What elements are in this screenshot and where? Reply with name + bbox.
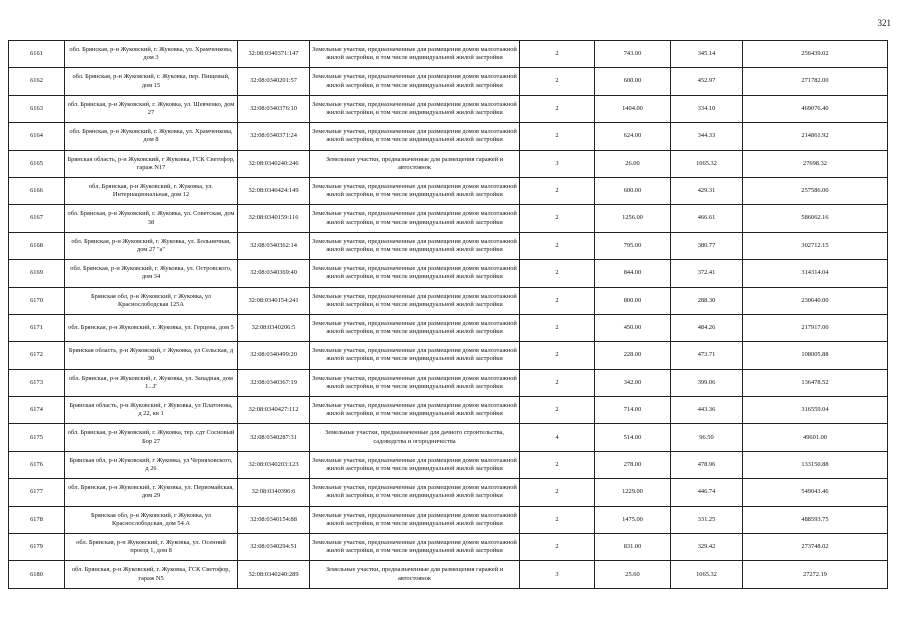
row-address: обл. Брянская, р-н Жуковский, г. Жуковка, ул. Западная, дом 1...Г — [65, 369, 238, 396]
row-cadastral-value: 549043.46 — [743, 479, 888, 506]
row-address: обл. Брянская, р-н Жуковский, г. Жуковка, ул. Советская, дом 38 — [65, 205, 238, 232]
row-land-use: Земельные участки, предназначенные для размещения домов малоэтажной жилой застройки, в том числе индивидуальной жилой застройки — [310, 397, 520, 424]
row-address: Брянская область, р-н Жуковский, г Жуковка, ул Платонова, д 22, кв 1 — [65, 397, 238, 424]
row-cadastral-number: 32:08:0340396:6 — [238, 479, 310, 506]
row-specific-value: 372.41 — [671, 260, 743, 287]
row-address: обл. Брянская, р-н Жуковский, г. Жуковка, ул. Герцена, дом 5 — [65, 314, 238, 341]
row-land-use: Земельные участки, предназначенные для размещения домов малоэтажной жилой застройки, в том числе индивидуальной жилой застройки — [310, 451, 520, 478]
row-number: 6169 — [9, 260, 65, 287]
table-row — [9, 95, 888, 122]
row-category: 2 — [520, 260, 595, 287]
row-land-use: Земельные участки, предназначенные для размещения домов малоэтажной жилой застройки, в том числе индивидуальной жилой застройки — [310, 314, 520, 341]
row-area: 450.00 — [595, 314, 671, 341]
row-cadastral-value: 214861.92 — [743, 123, 888, 150]
row-specific-value: 429.31 — [671, 177, 743, 204]
row-area: 228.00 — [595, 342, 671, 369]
row-address: обл. Брянская, р-н Жуковский, г. Жуковка, ул. Первомайская, дом 29 — [65, 479, 238, 506]
row-number: 6164 — [9, 123, 65, 150]
row-cadastral-number: 32:08:0340287:31 — [238, 424, 310, 451]
row-address: обл. Брянская, р-н Жуковский, г. Жуковка, ГСК Светофор, гараж N5 — [65, 561, 238, 588]
table-row — [9, 342, 888, 369]
row-category: 2 — [520, 232, 595, 259]
row-address: Брянская обл, р-н Жуковский, г Жуковка, ул Краснослободская, дом 54 А — [65, 506, 238, 533]
row-specific-value: 344.33 — [671, 123, 743, 150]
row-area: 1475.00 — [595, 506, 671, 533]
row-land-use: Земельные участки, предназначенные для размещения гаражей и автостоянок — [310, 561, 520, 588]
table-row — [9, 232, 888, 259]
row-category: 2 — [520, 177, 595, 204]
row-cadastral-value: 217917.00 — [743, 314, 888, 341]
row-cadastral-number: 32:08:0340154:241 — [238, 287, 310, 314]
row-area: 600.00 — [595, 177, 671, 204]
row-specific-value: 1065.32 — [671, 150, 743, 177]
table-row — [9, 260, 888, 287]
row-area: 25.60 — [595, 561, 671, 588]
row-land-use: Земельные участки, предназначенные для размещения домов малоэтажной жилой застройки, в том числе индивидуальной жилой застройки — [310, 534, 520, 561]
table-row — [9, 506, 888, 533]
row-cadastral-number: 32:08:0340367:19 — [238, 369, 310, 396]
row-number: 6168 — [9, 232, 65, 259]
row-land-use: Земельные участки, предназначенные для размещения домов малоэтажной жилой застройки, в том числе индивидуальной жилой застройки — [310, 287, 520, 314]
row-address: обл. Брянская, р-н Жуковский, г. Жуковка, тер. сдт Сосновый Бор 27 — [65, 424, 238, 451]
row-cadastral-number: 32:08:0340201:57 — [238, 68, 310, 95]
row-cadastral-number: 32:08:0340159:116 — [238, 205, 310, 232]
row-specific-value: 1065.32 — [671, 561, 743, 588]
row-cadastral-value: 49601.00 — [743, 424, 888, 451]
row-category: 2 — [520, 95, 595, 122]
row-number: 6176 — [9, 451, 65, 478]
row-cadastral-number: 32:08:0340424:149 — [238, 177, 310, 204]
row-address: обл. Брянская, р-н Жуковский, г. Жуковка, ул. Островского, дом 34 — [65, 260, 238, 287]
row-address: Брянская обл, р-н Жуковский, г Жуковка, ул Черняховского, д 26 — [65, 451, 238, 478]
row-category: 2 — [520, 68, 595, 95]
row-category: 3 — [520, 150, 595, 177]
table-row — [9, 479, 888, 506]
row-address: Брянская область, р-н Жуковский, г Жуковка, ГСК Светофор, гараж N17 — [65, 150, 238, 177]
page-number: 321 — [877, 18, 891, 28]
row-category: 3 — [520, 561, 595, 588]
row-number: 6174 — [9, 397, 65, 424]
row-number: 6161 — [9, 41, 65, 68]
row-category: 2 — [520, 287, 595, 314]
row-land-use: Земельные участки, предназначенные для размещения домов малоэтажной жилой застройки, в том числе индивидуальной жилой застройки — [310, 41, 520, 68]
row-land-use: Земельные участки, предназначенные для размещения домов малоэтажной жилой застройки, в том числе индивидуальной жилой застройки — [310, 260, 520, 287]
row-specific-value: 399.06 — [671, 369, 743, 396]
row-area: 800.00 — [595, 287, 671, 314]
row-specific-value: 380.77 — [671, 232, 743, 259]
row-cadastral-number: 32:08:0340294:51 — [238, 534, 310, 561]
table-row — [9, 561, 888, 588]
row-cadastral-value: 27698.32 — [743, 150, 888, 177]
row-cadastral-number: 32:08:0340427:112 — [238, 397, 310, 424]
row-cadastral-value: 136478.52 — [743, 369, 888, 396]
row-cadastral-value: 133150.88 — [743, 451, 888, 478]
table-row — [9, 177, 888, 204]
row-land-use: Земельные участки, предназначенные для размещения домов малоэтажной жилой застройки, в том числе индивидуальной жилой застройки — [310, 232, 520, 259]
row-area: 624.00 — [595, 123, 671, 150]
row-cadastral-number: 32:08:0340203:123 — [238, 451, 310, 478]
row-cadastral-number: 32:08:0340362:14 — [238, 232, 310, 259]
row-number: 6173 — [9, 369, 65, 396]
row-cadastral-number: 32:08:0340376:10 — [238, 95, 310, 122]
row-land-use: Земельные участки, предназначенные для размещения домов малоэтажной жилой застройки, в том числе индивидуальной жилой застройки — [310, 479, 520, 506]
row-category: 2 — [520, 534, 595, 561]
row-category: 2 — [520, 451, 595, 478]
row-number: 6166 — [9, 177, 65, 204]
row-number: 6167 — [9, 205, 65, 232]
row-specific-value: 452.97 — [671, 68, 743, 95]
row-area: 278.00 — [595, 451, 671, 478]
row-cadastral-value: 256439.02 — [743, 41, 888, 68]
row-address: Брянская обл, р-н Жуковский, г Жуковка, ул Краснослободская 125А — [65, 287, 238, 314]
row-cadastral-value: 302712.15 — [743, 232, 888, 259]
row-land-use: Земельные участки, предназначенные для размещения домов малоэтажной жилой застройки, в том числе индивидуальной жилой застройки — [310, 177, 520, 204]
row-cadastral-number: 32:08:0340154:88 — [238, 506, 310, 533]
row-area: 1229.00 — [595, 479, 671, 506]
row-number: 6170 — [9, 287, 65, 314]
row-cadastral-value: 273748.02 — [743, 534, 888, 561]
table-row — [9, 123, 888, 150]
row-cadastral-value: 586062.16 — [743, 205, 888, 232]
row-number: 6175 — [9, 424, 65, 451]
row-area: 342.00 — [595, 369, 671, 396]
row-area: 600.00 — [595, 68, 671, 95]
row-area: 1256.00 — [595, 205, 671, 232]
row-specific-value: 345.14 — [671, 41, 743, 68]
row-number: 6163 — [9, 95, 65, 122]
row-cadastral-number: 32:08:0340371:24 — [238, 123, 310, 150]
row-address: обл. Брянская, р-н Жуковский, г. Жуковка, ул. Больничная, дом 27 "а" — [65, 232, 238, 259]
row-category: 2 — [520, 342, 595, 369]
row-specific-value: 473.71 — [671, 342, 743, 369]
row-category: 2 — [520, 397, 595, 424]
row-cadastral-value: 488593.75 — [743, 506, 888, 533]
row-cadastral-value: 271782.00 — [743, 68, 888, 95]
row-specific-value: 329.42 — [671, 534, 743, 561]
row-cadastral-number: 32:08:0340371:147 — [238, 41, 310, 68]
row-area: 831.00 — [595, 534, 671, 561]
row-land-use: Земельные участки, предназначенные для дачного строительства, садоводства и огородничества — [310, 424, 520, 451]
row-area: 743.00 — [595, 41, 671, 68]
row-area: 714.00 — [595, 397, 671, 424]
row-specific-value: 334.10 — [671, 95, 743, 122]
row-category: 2 — [520, 506, 595, 533]
row-category: 2 — [520, 369, 595, 396]
row-category: 4 — [520, 424, 595, 451]
row-cadastral-number: 32:08:0340206:5 — [238, 314, 310, 341]
row-address: обл. Брянская, р-н Жуковский, г. Жуковка, ул. Осенний проезд 1, дом 8 — [65, 534, 238, 561]
row-area: 26.00 — [595, 150, 671, 177]
row-address: обл. Брянская, р-н Жуковский, г. Жуковка, пер. Пищевый, дом 15 — [65, 68, 238, 95]
row-cadastral-value: 316559.04 — [743, 397, 888, 424]
row-cadastral-value: 230640.00 — [743, 287, 888, 314]
row-specific-value: 443.36 — [671, 397, 743, 424]
row-land-use: Земельные участки, предназначенные для размещения гаражей и автостоянок — [310, 150, 520, 177]
row-cadastral-value: 108005.88 — [743, 342, 888, 369]
row-cadastral-value: 257586.00 — [743, 177, 888, 204]
row-area: 1404.00 — [595, 95, 671, 122]
table-body — [9, 41, 888, 589]
row-area: 514.00 — [595, 424, 671, 451]
row-number: 6178 — [9, 506, 65, 533]
row-area: 844.00 — [595, 260, 671, 287]
row-cadastral-number: 32:08:0340369:40 — [238, 260, 310, 287]
row-area: 795.00 — [595, 232, 671, 259]
table-row — [9, 534, 888, 561]
table-row — [9, 287, 888, 314]
row-cadastral-value: 314314.04 — [743, 260, 888, 287]
row-number: 6171 — [9, 314, 65, 341]
table-row — [9, 205, 888, 232]
row-address: обл. Брянская, р-н Жуковский, г. Жуковка, ул. Храмченкова, дом 8 — [65, 123, 238, 150]
row-number: 6172 — [9, 342, 65, 369]
row-cadastral-number: 32:08:0340240:289 — [238, 561, 310, 588]
row-address: обл. Брянская, р-н Жуковский, г. Жуковка, ул. Храмченкова, дом 3 — [65, 41, 238, 68]
row-address: обл. Брянская, р-н Жуковский, г. Жуковка, ул. Интернациональная, дом 12 — [65, 177, 238, 204]
row-specific-value: 466.61 — [671, 205, 743, 232]
row-number: 6177 — [9, 479, 65, 506]
table-row — [9, 41, 888, 68]
cadastral-value-table — [8, 40, 888, 589]
table-row — [9, 369, 888, 396]
table-row — [9, 150, 888, 177]
table-row — [9, 424, 888, 451]
row-land-use: Земельные участки, предназначенные для размещения домов малоэтажной жилой застройки, в том числе индивидуальной жилой застройки — [310, 68, 520, 95]
row-land-use: Земельные участки, предназначенные для размещения домов малоэтажной жилой застройки, в том числе индивидуальной жилой застройки — [310, 123, 520, 150]
row-land-use: Земельные участки, предназначенные для размещения домов малоэтажной жилой застройки, в том числе индивидуальной жилой застройки — [310, 205, 520, 232]
row-land-use: Земельные участки, предназначенные для размещения домов малоэтажной жилой застройки, в том числе индивидуальной жилой застройки — [310, 95, 520, 122]
row-number: 6179 — [9, 534, 65, 561]
row-category: 2 — [520, 479, 595, 506]
table-row — [9, 397, 888, 424]
row-specific-value: 478.96 — [671, 451, 743, 478]
row-category: 2 — [520, 205, 595, 232]
row-number: 6165 — [9, 150, 65, 177]
row-land-use: Земельные участки, предназначенные для размещения домов малоэтажной жилой застройки, в том числе индивидуальной жилой застройки — [310, 369, 520, 396]
row-category: 2 — [520, 41, 595, 68]
table-row — [9, 68, 888, 95]
table-row — [9, 451, 888, 478]
row-cadastral-value: 27272.19 — [743, 561, 888, 588]
row-cadastral-value: 469076.40 — [743, 95, 888, 122]
row-category: 2 — [520, 314, 595, 341]
row-cadastral-number: 32:08:0340240:246 — [238, 150, 310, 177]
row-cadastral-number: 32:08:0340499:20 — [238, 342, 310, 369]
row-category: 2 — [520, 123, 595, 150]
row-specific-value: 331.25 — [671, 506, 743, 533]
row-address: обл. Брянская, р-н Жуковский, г. Жуковка, ул. Шевченко, дом 27 — [65, 95, 238, 122]
row-specific-value: 446.74 — [671, 479, 743, 506]
row-specific-value: 96.50 — [671, 424, 743, 451]
row-specific-value: 484.26 — [671, 314, 743, 341]
row-land-use: Земельные участки, предназначенные для размещения домов малоэтажной жилой застройки, в том числе индивидуальной жилой застройки — [310, 506, 520, 533]
row-address: Брянская область, р-н Жуковский, г Жуковка, ул Сельская, д 30 — [65, 342, 238, 369]
table-row — [9, 314, 888, 341]
row-specific-value: 288.30 — [671, 287, 743, 314]
row-land-use: Земельные участки, предназначенные для размещения домов малоэтажной жилой застройки, в том числе индивидуальной жилой застройки — [310, 342, 520, 369]
row-number: 6162 — [9, 68, 65, 95]
row-number: 6180 — [9, 561, 65, 588]
